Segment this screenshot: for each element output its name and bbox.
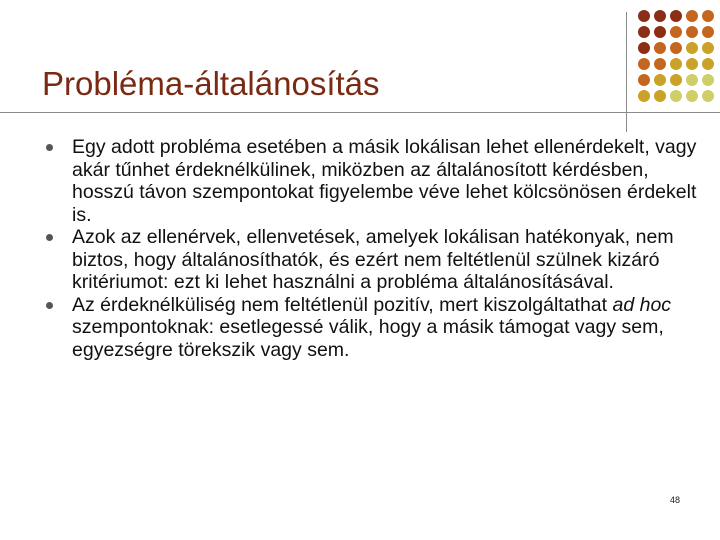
decorative-dot	[670, 26, 682, 38]
bullet-item	[46, 226, 701, 294]
decorative-dot	[686, 90, 698, 102]
bullet-text: Az érdeknélküliség nem feltétlenül pozitív, mert kiszolgáltathat	[72, 293, 613, 316]
decorative-dot	[654, 42, 666, 54]
bullet-text: szempontoknak: esetlegessé válik, hogy a másik támogat vagy sem, egyezségre törekszik vagy sem.	[72, 316, 664, 361]
decorative-dot	[686, 26, 698, 38]
decorative-dot	[638, 74, 650, 86]
decorative-dot	[638, 10, 650, 22]
decorative-dot-grid	[636, 8, 716, 108]
decorative-dot	[654, 26, 666, 38]
decorative-dot	[686, 10, 698, 22]
horizontal-divider	[0, 112, 720, 113]
decorative-dot	[702, 74, 714, 86]
bullet-text: Egy adott probléma esetében a másik lokálisan lehet ellenérdekelt, vagy akár tűnhet érdeknélkülinek, miközben az általánosított kérdésben, hosszú távon szempontokat figyelembe véve lehet kölcsönösen érdekelt is.	[72, 136, 697, 226]
bullet-item	[46, 294, 701, 362]
decorative-dot	[638, 90, 650, 102]
bullet-dot-icon	[46, 302, 53, 309]
decorative-dot	[654, 74, 666, 86]
decorative-dot	[702, 42, 714, 54]
decorative-dot	[702, 90, 714, 102]
decorative-dot	[670, 90, 682, 102]
bullet-text: Azok az ellenérvek, ellenvetések, amelyek lokálisan hatékonyak, nem biztos, hogy általánosíthatók, és ezért nem feltétlenül szülnek kizáró kritériumot: ezt ki lehet használni a probléma általánosításával.	[72, 226, 674, 293]
bullet-item	[46, 136, 701, 226]
decorative-dot	[702, 10, 714, 22]
decorative-dot	[638, 42, 650, 54]
decorative-dot	[670, 42, 682, 54]
vertical-divider	[626, 12, 627, 132]
decorative-dot	[686, 42, 698, 54]
bullet-dot-icon	[46, 234, 53, 241]
decorative-dot	[702, 58, 714, 70]
decorative-dot	[686, 58, 698, 70]
page-number: 48	[669, 495, 680, 505]
decorative-dot	[654, 10, 666, 22]
decorative-dot	[670, 58, 682, 70]
bullet-text-italic: ad hoc	[612, 293, 672, 316]
slide-title: Probléma-általánosítás	[42, 65, 380, 102]
decorative-dot	[670, 74, 682, 86]
decorative-dot	[638, 58, 650, 70]
decorative-dot	[670, 10, 682, 22]
bullet-dot-icon	[46, 144, 53, 151]
decorative-dot	[702, 26, 714, 38]
decorative-dot	[654, 58, 666, 70]
decorative-dot	[638, 26, 650, 38]
bullet-list	[46, 136, 701, 361]
decorative-dot	[686, 74, 698, 86]
decorative-dot	[654, 90, 666, 102]
